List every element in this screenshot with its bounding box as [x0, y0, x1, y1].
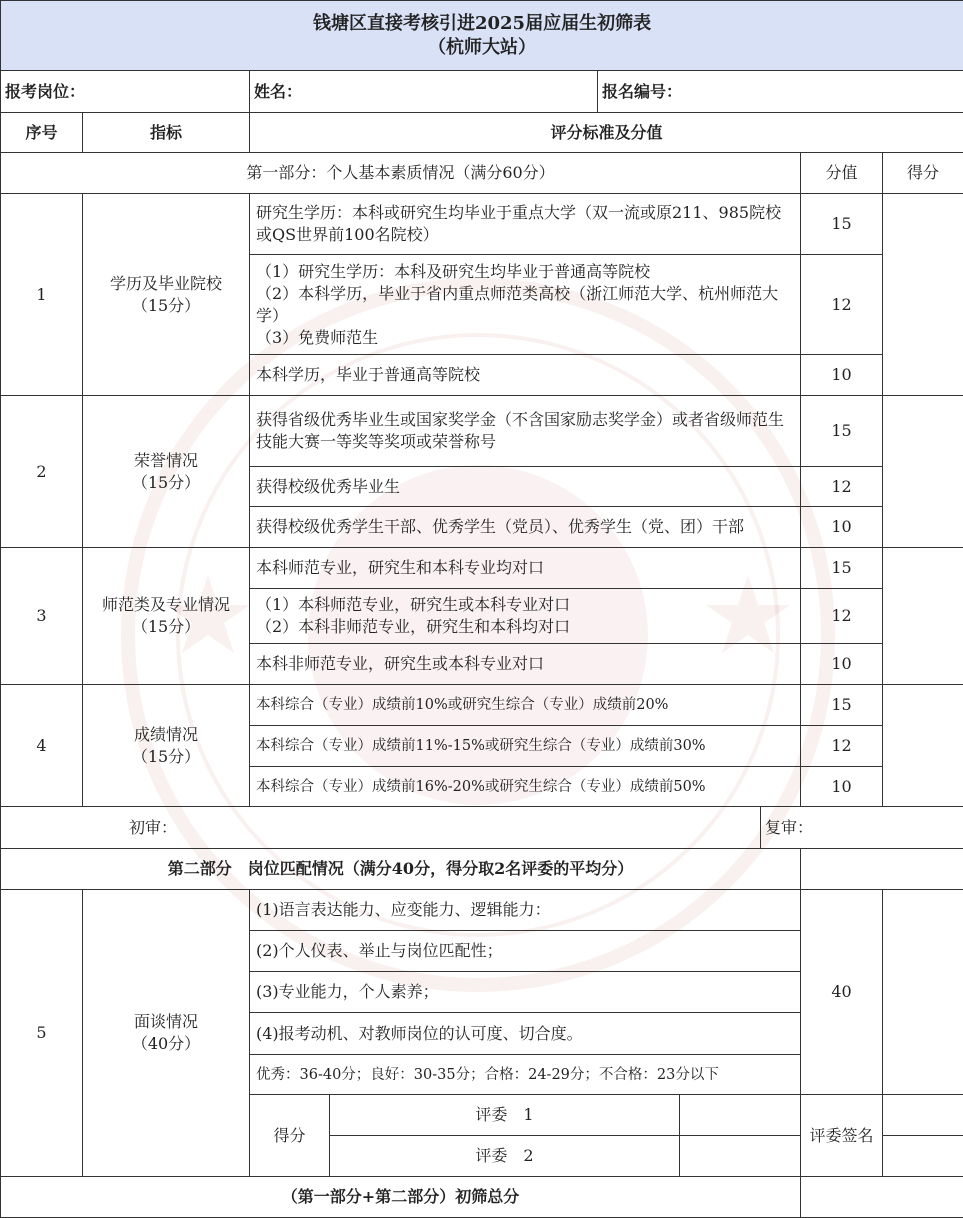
position-field[interactable]: 报考岗位：: [1, 71, 250, 113]
got-col-header: 得分: [883, 153, 963, 194]
criterion: [250, 644, 801, 685]
score-value: 10: [801, 644, 883, 685]
criterion: [250, 507, 801, 548]
indicator-points: （15分）: [87, 295, 245, 317]
criterion: [250, 685, 801, 726]
criterion-line: 本科非师范专业，研究生或本科专业对口: [256, 653, 796, 675]
criterion-line: 本科师范专业，研究生和本科专业均对口: [256, 557, 796, 579]
score-label: 得分: [250, 1095, 330, 1177]
part1-header-row: [1, 153, 963, 194]
criterion: [250, 255, 801, 355]
judge-1-label: 评委 1: [330, 1095, 680, 1136]
indicator-points: （40分）: [87, 1033, 245, 1055]
form-title: [1, 1, 963, 71]
score-input[interactable]: [883, 548, 963, 685]
group-indicator: [83, 890, 250, 1177]
criterion-line: 研究生学历：本科或研究生均毕业于重点大学（双一流或原211、985院校或QS世界前100名院校）: [256, 202, 796, 246]
table-row: [1, 685, 963, 726]
group-no: 5: [1, 890, 83, 1177]
total-score-input[interactable]: [801, 1177, 963, 1218]
criterion: [250, 355, 801, 396]
criterion-line: （1）研究生学历：本科及研究生均毕业于普通高等院校: [256, 261, 796, 283]
part2-title: 第二部分 岗位匹配情况（满分40分，得分取2名评委的平均分）: [1, 849, 801, 890]
group-no: 3: [1, 548, 83, 685]
group-indicator: [83, 548, 250, 685]
table-row: [1, 890, 963, 931]
group-indicator: [83, 194, 250, 396]
table-row: [1, 194, 963, 255]
interview-item: (3)专业能力，个人素养；: [250, 972, 801, 1013]
regno-field[interactable]: 报名编号：: [598, 71, 963, 113]
group-no: 1: [1, 194, 83, 396]
indicator-name: 成绩情况: [87, 724, 245, 746]
total-row: [1, 1177, 963, 1218]
score-value: 40: [801, 890, 883, 1095]
judge-2-sign-input[interactable]: [883, 1136, 963, 1177]
criterion: [250, 548, 801, 589]
score-value: 10: [801, 355, 883, 396]
score-value: 12: [801, 467, 883, 507]
score-value: 12: [801, 726, 883, 767]
score-value: 15: [801, 194, 883, 255]
group-indicator: [83, 396, 250, 548]
criterion-line: 本科综合（专业）成绩前10%或研究生综合（专业）成绩前20%: [256, 694, 796, 716]
criterion: [250, 194, 801, 255]
info-row: [1, 71, 963, 113]
first-review-label: 初审：: [5, 818, 177, 837]
group-indicator: [83, 685, 250, 807]
part2-header-blank: [801, 849, 963, 890]
score-value: 15: [801, 548, 883, 589]
score-value: 15: [801, 396, 883, 467]
indicator-points: （15分）: [87, 746, 245, 768]
score-value: 12: [801, 255, 883, 355]
judge-sign-label: 评委签名: [801, 1095, 883, 1177]
score-input[interactable]: [883, 685, 963, 807]
score-value: 10: [801, 507, 883, 548]
interview-item: (4)报考动机、对教师岗位的认可度、切合度。: [250, 1013, 801, 1055]
criterion-line: （2）本科学历，毕业于省内重点师范类高校（浙江师范大学、杭州师范大学）: [256, 283, 796, 327]
criterion-line: （3）免费师范生: [256, 327, 796, 349]
criterion: [250, 726, 801, 767]
criterion-line: 获得省级优秀毕业生或国家奖学金（不含国家励志奖学金）或者省级师范生技能大赛一等奖等奖项或荣誉称号: [256, 409, 796, 453]
criterion-line: 获得校级优秀学生干部、优秀学生（党员）、优秀学生（党、团）干部: [256, 516, 796, 538]
header-no: 序号: [1, 113, 83, 153]
indicator-points: （15分）: [87, 472, 245, 494]
header-standard: 评分标准及分值: [250, 113, 963, 153]
table-row: [1, 548, 963, 589]
grading-scale: 优秀：36-40分；良好：30-35分；合格：24-29分；不合格：23分以下: [250, 1055, 801, 1095]
criterion-line: 本科学历，毕业于普通高等院校: [256, 364, 796, 386]
indicator-name: 荣誉情况: [87, 450, 245, 472]
header-row: [1, 113, 963, 153]
criterion-line: （1）本科师范专业，研究生或本科专业对口: [256, 594, 796, 616]
criterion: [250, 396, 801, 467]
score-value: 10: [801, 767, 883, 807]
criterion: [250, 589, 801, 644]
header-indicator: 指标: [83, 113, 250, 153]
indicator-name: 学历及毕业院校: [87, 273, 245, 295]
interview-item: (1)语言表达能力、应变能力、逻辑能力：: [250, 890, 801, 931]
second-review-field[interactable]: 复审：: [761, 807, 963, 849]
indicator-name: 面谈情况: [87, 1011, 245, 1033]
score-input[interactable]: [883, 194, 963, 396]
score-input[interactable]: [883, 396, 963, 548]
title-row: [1, 1, 963, 71]
criterion-line: 本科综合（专业）成绩前16%-20%或研究生综合（专业）成绩前50%: [256, 776, 796, 798]
score-col-header: 分值: [801, 153, 883, 194]
criterion: [250, 767, 801, 807]
score-value: 12: [801, 589, 883, 644]
review-row: [1, 807, 963, 849]
first-review-field[interactable]: [1, 807, 761, 849]
part1-title: 第一部分：个人基本素质情况（满分60分）: [1, 153, 801, 194]
indicator-points: （15分）: [87, 616, 245, 638]
score-input[interactable]: [883, 890, 963, 1095]
criterion-line: 获得校级优秀毕业生: [256, 476, 796, 498]
name-field[interactable]: 姓名：: [250, 71, 598, 113]
group-no: 4: [1, 685, 83, 807]
judge-1-score-input[interactable]: [680, 1095, 801, 1136]
interview-item: (2)个人仪表、举止与岗位匹配性；: [250, 931, 801, 972]
indicator-name: 师范类及专业情况: [87, 594, 245, 616]
score-value: 15: [801, 685, 883, 726]
part2-header-row: [1, 849, 963, 890]
table-row: [1, 396, 963, 467]
group-no: 2: [1, 396, 83, 548]
title-line1: 钱塘区直接考核引进2025届应届生初筛表: [5, 12, 959, 36]
criterion-line: （2）本科非师范专业，研究生和本科均对口: [256, 616, 796, 638]
criterion: [250, 467, 801, 507]
total-label: （第一部分+第二部分）初筛总分: [1, 1177, 801, 1218]
judge-2-score-input[interactable]: [680, 1136, 801, 1177]
criterion-line: 本科综合（专业）成绩前11%-15%或研究生综合（专业）成绩前30%: [256, 735, 796, 757]
judge-2-label: 评委 2: [330, 1136, 680, 1177]
judge-1-sign-input[interactable]: [883, 1095, 963, 1136]
title-line2: （杭师大站）: [5, 36, 959, 60]
